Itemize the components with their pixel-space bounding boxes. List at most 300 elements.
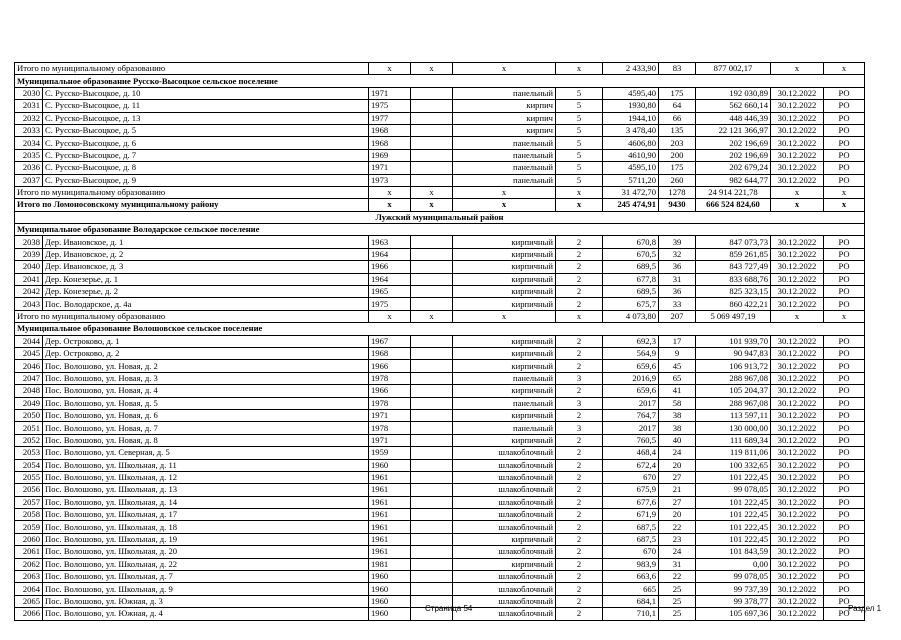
floors-cell: 2 — [556, 286, 603, 298]
row-number: 2033 — [15, 124, 43, 136]
year-cell: 1965 — [369, 286, 411, 298]
table-row — [15, 583, 865, 595]
year-cell: 1966 — [369, 261, 411, 273]
year-cell: 1959 — [369, 447, 411, 459]
method-cell: РО — [824, 571, 865, 583]
floors-cell: 5 — [556, 174, 603, 186]
row-number: 2034 — [15, 137, 43, 149]
floors-cell: 2 — [556, 509, 603, 521]
row-number: 2053 — [15, 447, 43, 459]
date-cell: 30.12.2022 — [771, 595, 824, 607]
amount-cell: 101 222,45 — [696, 509, 771, 521]
method-cell: РО — [824, 87, 865, 99]
floors-cell: 5 — [556, 149, 603, 161]
total-label: Итого по муниципальному образованию — [15, 310, 369, 322]
method-cell: РО — [824, 608, 865, 620]
residents-cell: 38 — [659, 409, 696, 421]
amount-cell: 860 422,21 — [696, 298, 771, 310]
address-cell: Пос. Волошово, ул. Новая, д. 2 — [43, 360, 369, 372]
table-row — [15, 385, 865, 397]
floors-cell: 2 — [556, 546, 603, 558]
total-value: x — [771, 310, 824, 322]
row-number: 2048 — [15, 385, 43, 397]
empty-cell — [411, 124, 453, 136]
total-value: x — [771, 199, 824, 211]
area-cell: 4610,90 — [603, 149, 659, 161]
wall-material-cell: шлакоблочный — [453, 471, 556, 483]
wall-material-cell: шлакоблочный — [453, 521, 556, 533]
empty-cell — [411, 174, 453, 186]
date-cell: 30.12.2022 — [771, 484, 824, 496]
area-cell: 689,5 — [603, 286, 659, 298]
total-label: Итого по муниципальному образованию — [15, 186, 369, 198]
address-cell: Дер. Остроково, д. 2 — [43, 347, 369, 359]
address-cell: Пос. Волошово, ул. Школьная, д. 18 — [43, 521, 369, 533]
address-cell: С. Русско-Высоцкое, д. 7 — [43, 149, 369, 161]
method-cell: РО — [824, 484, 865, 496]
date-cell: 30.12.2022 — [771, 385, 824, 397]
area-cell: 670,5 — [603, 248, 659, 260]
wall-material-cell: шлакоблочный — [453, 447, 556, 459]
year-cell: 1978 — [369, 397, 411, 409]
address-cell: С. Русско-Высоцкое, д. 11 — [43, 100, 369, 112]
year-cell: 1975 — [369, 298, 411, 310]
total-value: x — [824, 63, 865, 75]
floors-cell: 2 — [556, 496, 603, 508]
empty-cell — [411, 298, 453, 310]
amount-cell: 448 446,39 — [696, 112, 771, 124]
floors-cell: 5 — [556, 100, 603, 112]
row-number: 2041 — [15, 273, 43, 285]
residents-cell: 31 — [659, 273, 696, 285]
empty-cell — [411, 372, 453, 384]
date-cell: 30.12.2022 — [771, 521, 824, 533]
floors-cell: 5 — [556, 112, 603, 124]
residents-cell: 27 — [659, 471, 696, 483]
empty-cell — [411, 521, 453, 533]
date-cell: 30.12.2022 — [771, 273, 824, 285]
wall-material-cell: панельный — [453, 174, 556, 186]
amount-cell: 113 597,11 — [696, 409, 771, 421]
amount-cell: 99 078,05 — [696, 571, 771, 583]
floors-cell: 2 — [556, 521, 603, 533]
wall-material-cell: шлакоблочный — [453, 595, 556, 607]
area-cell: 2016,9 — [603, 372, 659, 384]
total-value: x — [453, 186, 556, 198]
total-value: x — [824, 310, 865, 322]
empty-cell — [411, 100, 453, 112]
address-cell: Дер. Ивановское, д. 2 — [43, 248, 369, 260]
total-value: 2 433,90 — [603, 63, 659, 75]
total-value: x — [411, 199, 453, 211]
area-cell: 689,5 — [603, 261, 659, 273]
amount-cell: 288 967,08 — [696, 372, 771, 384]
row-number: 2066 — [15, 608, 43, 620]
date-cell: 30.12.2022 — [771, 137, 824, 149]
address-cell: Пос. Волошово, ул. Школьная, д. 13 — [43, 484, 369, 496]
table-row — [15, 100, 865, 112]
row-number: 2050 — [15, 409, 43, 421]
row-number: 2030 — [15, 87, 43, 99]
wall-material-cell: кирпичный — [453, 298, 556, 310]
table-row — [15, 261, 865, 273]
row-number: 2061 — [15, 546, 43, 558]
residents-cell: 41 — [659, 385, 696, 397]
total-label: Итого по Ломоносовскому муниципальному району — [15, 199, 369, 211]
district-header-row — [15, 211, 865, 223]
wall-material-cell: кирпичный — [453, 533, 556, 545]
row-number: 2035 — [15, 149, 43, 161]
empty-cell — [411, 137, 453, 149]
amount-cell: 99 078,05 — [696, 484, 771, 496]
row-number: 2060 — [15, 533, 43, 545]
floors-cell: 2 — [556, 484, 603, 496]
address-cell: Пос. Волошово, ул. Школьная, д. 17 — [43, 509, 369, 521]
date-cell: 30.12.2022 — [771, 459, 824, 471]
wall-material-cell: шлакоблочный — [453, 608, 556, 620]
year-cell: 1971 — [369, 409, 411, 421]
empty-cell — [411, 484, 453, 496]
date-cell: 30.12.2022 — [771, 236, 824, 248]
year-cell: 1960 — [369, 595, 411, 607]
total-value: 83 — [659, 63, 696, 75]
wall-material-cell: шлакоблочный — [453, 546, 556, 558]
area-cell: 1944,10 — [603, 112, 659, 124]
wall-material-cell: кирпичный — [453, 248, 556, 260]
table-row — [15, 347, 865, 359]
date-cell: 30.12.2022 — [771, 471, 824, 483]
area-cell: 687,5 — [603, 521, 659, 533]
row-number: 2051 — [15, 422, 43, 434]
residents-cell: 25 — [659, 608, 696, 620]
empty-cell — [411, 571, 453, 583]
method-cell: РО — [824, 385, 865, 397]
date-cell: 30.12.2022 — [771, 149, 824, 161]
empty-cell — [411, 434, 453, 446]
residents-cell: 24 — [659, 447, 696, 459]
table-row — [15, 546, 865, 558]
address-cell: С. Русско-Высоцкое, д. 5 — [43, 124, 369, 136]
amount-cell: 101 939,70 — [696, 335, 771, 347]
method-cell: РО — [824, 546, 865, 558]
wall-material-cell: шлакоблочный — [453, 509, 556, 521]
address-cell: С. Русско-Высоцкое, д. 9 — [43, 174, 369, 186]
address-cell: Дер. Ивановское, д. 3 — [43, 261, 369, 273]
date-cell: 30.12.2022 — [771, 162, 824, 174]
method-cell: РО — [824, 261, 865, 273]
address-cell: Пос. Волошово, ул. Новая, д. 7 — [43, 422, 369, 434]
row-number: 2052 — [15, 434, 43, 446]
table-row — [15, 409, 865, 421]
address-cell: Пос. Володарское, д. 4а — [43, 298, 369, 310]
amount-cell: 833 688,76 — [696, 273, 771, 285]
address-cell: Пос. Волошово, ул. Школьная, д. 9 — [43, 583, 369, 595]
total-value: 9430 — [659, 199, 696, 211]
address-cell: Пос. Волошово, ул. Школьная, д. 12 — [43, 471, 369, 483]
total-value: 245 474,91 — [603, 199, 659, 211]
address-cell: Пос. Волошово, ул. Северная, д. 5 — [43, 447, 369, 459]
address-cell: Пос. Волошово, ул. Новая, д. 8 — [43, 434, 369, 446]
residents-cell: 22 — [659, 521, 696, 533]
area-cell: 4595,40 — [603, 87, 659, 99]
residents-cell: 25 — [659, 595, 696, 607]
area-cell: 677,6 — [603, 496, 659, 508]
empty-cell — [411, 248, 453, 260]
date-cell: 30.12.2022 — [771, 409, 824, 421]
method-cell: РО — [824, 174, 865, 186]
wall-material-cell: кирпичный — [453, 261, 556, 273]
method-cell: РО — [824, 137, 865, 149]
row-number: 2057 — [15, 496, 43, 508]
row-number: 2049 — [15, 397, 43, 409]
year-cell: 1971 — [369, 162, 411, 174]
residents-cell: 20 — [659, 459, 696, 471]
amount-cell: 105 204,37 — [696, 385, 771, 397]
area-cell: 564,9 — [603, 347, 659, 359]
address-cell: Дер. Конезерье, д. 2 — [43, 286, 369, 298]
residents-cell: 31 — [659, 558, 696, 570]
housing-register-table — [14, 62, 865, 621]
wall-material-cell: шлакоблочный — [453, 583, 556, 595]
residents-cell: 25 — [659, 583, 696, 595]
row-number: 2047 — [15, 372, 43, 384]
area-cell: 687,5 — [603, 533, 659, 545]
residents-cell: 39 — [659, 236, 696, 248]
wall-material-cell: кирпичный — [453, 335, 556, 347]
amount-cell: 843 727,49 — [696, 261, 771, 273]
date-cell: 30.12.2022 — [771, 571, 824, 583]
residents-cell: 200 — [659, 149, 696, 161]
method-cell: РО — [824, 248, 865, 260]
date-cell: 30.12.2022 — [771, 87, 824, 99]
table-row — [15, 558, 865, 570]
table-row — [15, 174, 865, 186]
method-cell: РО — [824, 422, 865, 434]
amount-cell: 106 913,72 — [696, 360, 771, 372]
address-cell: С. Русско-Высоцкое, д. 8 — [43, 162, 369, 174]
floors-cell: 2 — [556, 434, 603, 446]
table-row — [15, 248, 865, 260]
year-cell: 1978 — [369, 422, 411, 434]
year-cell: 1961 — [369, 521, 411, 533]
date-cell: 30.12.2022 — [771, 112, 824, 124]
amount-cell: 982 644,77 — [696, 174, 771, 186]
area-cell: 659,6 — [603, 360, 659, 372]
address-cell: Дер. Конезерье, д. 1 — [43, 273, 369, 285]
total-value: 666 524 824,60 — [696, 199, 771, 211]
residents-cell: 40 — [659, 434, 696, 446]
total-value: 31 472,70 — [603, 186, 659, 198]
table-body — [15, 63, 865, 621]
residents-cell: 65 — [659, 372, 696, 384]
area-cell: 675,7 — [603, 298, 659, 310]
area-cell: 710,1 — [603, 608, 659, 620]
residents-cell: 45 — [659, 360, 696, 372]
year-cell: 1961 — [369, 533, 411, 545]
empty-cell — [411, 422, 453, 434]
year-cell: 1971 — [369, 434, 411, 446]
date-cell: 30.12.2022 — [771, 397, 824, 409]
amount-cell: 101 222,45 — [696, 471, 771, 483]
method-cell: РО — [824, 149, 865, 161]
total-value: x — [369, 310, 411, 322]
amount-cell: 119 811,06 — [696, 447, 771, 459]
method-cell: РО — [824, 124, 865, 136]
amount-cell: 101 222,45 — [696, 496, 771, 508]
residents-cell: 36 — [659, 286, 696, 298]
floors-cell: 2 — [556, 447, 603, 459]
section-title: Муниципальное образование Русско-Высоцкое сельское поселение — [15, 75, 865, 87]
address-cell: Дер. Остроково, д. 1 — [43, 335, 369, 347]
address-cell: Пос. Волошово, ул. Школьная, д. 20 — [43, 546, 369, 558]
year-cell: 1960 — [369, 459, 411, 471]
table-row — [15, 335, 865, 347]
method-cell: РО — [824, 236, 865, 248]
page-number: Страница 54 — [425, 604, 473, 613]
row-number: 2063 — [15, 571, 43, 583]
table-row — [15, 397, 865, 409]
total-value: x — [556, 310, 603, 322]
table-row — [15, 286, 865, 298]
wall-material-cell: кирпичный — [453, 273, 556, 285]
year-cell: 1967 — [369, 335, 411, 347]
amount-cell: 562 660,14 — [696, 100, 771, 112]
table-row — [15, 459, 865, 471]
year-cell: 1960 — [369, 608, 411, 620]
residents-cell: 64 — [659, 100, 696, 112]
total-value: x — [453, 63, 556, 75]
row-number: 2046 — [15, 360, 43, 372]
year-cell: 1968 — [369, 137, 411, 149]
floors-cell: 5 — [556, 124, 603, 136]
area-cell: 672,4 — [603, 459, 659, 471]
year-cell: 1975 — [369, 100, 411, 112]
method-cell: РО — [824, 397, 865, 409]
empty-cell — [411, 496, 453, 508]
amount-cell: 111 689,34 — [696, 434, 771, 446]
year-cell: 1961 — [369, 546, 411, 558]
total-value: x — [411, 63, 453, 75]
year-cell: 1968 — [369, 124, 411, 136]
date-cell: 30.12.2022 — [771, 583, 824, 595]
year-cell: 1969 — [369, 149, 411, 161]
empty-cell — [411, 162, 453, 174]
address-cell: Дер. Ивановское, д. 1 — [43, 236, 369, 248]
empty-cell — [411, 149, 453, 161]
table-row — [15, 484, 865, 496]
table-row — [15, 533, 865, 545]
section-title: Муниципальное образование Волошовское сельское поселение — [15, 323, 865, 335]
amount-cell: 288 967,08 — [696, 397, 771, 409]
table-row — [15, 496, 865, 508]
year-cell: 1964 — [369, 248, 411, 260]
table-row — [15, 236, 865, 248]
floors-cell: 5 — [556, 87, 603, 99]
method-cell: РО — [824, 533, 865, 545]
amount-cell: 90 947,83 — [696, 347, 771, 359]
total-value: 207 — [659, 310, 696, 322]
floors-cell: 2 — [556, 385, 603, 397]
table-row — [15, 571, 865, 583]
year-cell: 1973 — [369, 174, 411, 186]
wall-material-cell: шлакоблочный — [453, 496, 556, 508]
floors-cell: 2 — [556, 558, 603, 570]
amount-cell: 859 261,85 — [696, 248, 771, 260]
address-cell: Пос. Волошово, ул. Южная, д. 3 — [43, 595, 369, 607]
floors-cell: 2 — [556, 347, 603, 359]
wall-material-cell: панельный — [453, 149, 556, 161]
residents-cell: 36 — [659, 261, 696, 273]
floors-cell: 2 — [556, 571, 603, 583]
row-number: 2040 — [15, 261, 43, 273]
empty-cell — [411, 286, 453, 298]
method-cell: РО — [824, 347, 865, 359]
year-cell: 1961 — [369, 509, 411, 521]
date-cell: 30.12.2022 — [771, 496, 824, 508]
area-cell: 670,8 — [603, 236, 659, 248]
method-cell: РО — [824, 360, 865, 372]
floors-cell: 2 — [556, 236, 603, 248]
method-cell: РО — [824, 447, 865, 459]
row-number: 2065 — [15, 595, 43, 607]
empty-cell — [411, 409, 453, 421]
empty-cell — [411, 273, 453, 285]
floors-cell: 5 — [556, 137, 603, 149]
wall-material-cell: кирпичный — [453, 286, 556, 298]
empty-cell — [411, 583, 453, 595]
floors-cell: 2 — [556, 608, 603, 620]
total-value: x — [369, 199, 411, 211]
amount-cell: 847 073,73 — [696, 236, 771, 248]
total-value: x — [824, 199, 865, 211]
row-number: 2056 — [15, 484, 43, 496]
wall-material-cell: кирпич — [453, 124, 556, 136]
address-cell: С. Русско-Высоцкое, д. 6 — [43, 137, 369, 149]
table-row — [15, 124, 865, 136]
method-cell: РО — [824, 471, 865, 483]
year-cell: 1968 — [369, 347, 411, 359]
residents-cell: 23 — [659, 533, 696, 545]
method-cell: РО — [824, 434, 865, 446]
empty-cell — [411, 533, 453, 545]
method-cell: РО — [824, 459, 865, 471]
area-cell: 2017 — [603, 422, 659, 434]
area-cell: 675,9 — [603, 484, 659, 496]
empty-cell — [411, 471, 453, 483]
date-cell: 30.12.2022 — [771, 608, 824, 620]
residents-cell: 9 — [659, 347, 696, 359]
method-cell: РО — [824, 100, 865, 112]
total-value: x — [411, 310, 453, 322]
area-cell: 764,7 — [603, 409, 659, 421]
method-cell: РО — [824, 335, 865, 347]
district-total-row — [15, 199, 865, 211]
district-title: Лужский муниципальный район — [15, 211, 865, 223]
floors-cell: 3 — [556, 397, 603, 409]
wall-material-cell: шлакоблочный — [453, 459, 556, 471]
subtotal-row — [15, 310, 865, 322]
row-number: 2038 — [15, 236, 43, 248]
row-number: 2059 — [15, 521, 43, 533]
area-cell: 663,6 — [603, 571, 659, 583]
method-cell: РО — [824, 496, 865, 508]
amount-cell: 825 323,15 — [696, 286, 771, 298]
residents-cell: 27 — [659, 496, 696, 508]
address-cell: Пос. Волошово, ул. Новая, д. 6 — [43, 409, 369, 421]
date-cell: 30.12.2022 — [771, 298, 824, 310]
amount-cell: 202 679,24 — [696, 162, 771, 174]
address-cell: С. Русско-Высоцкое, д. 10 — [43, 87, 369, 99]
